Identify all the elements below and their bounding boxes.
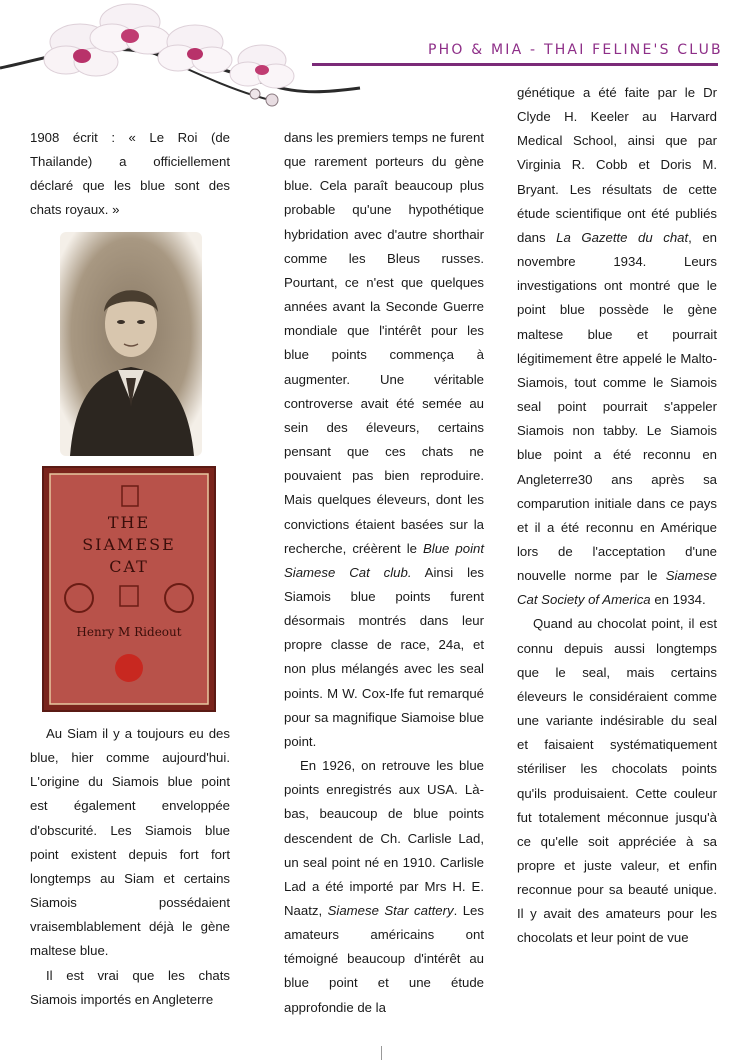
book-cover-art (44, 468, 214, 710)
text-run: , en novembre 1934. Leurs investigations ont montré que le point blue possède le gène maltese blue et pourrait légitimement être appelé le Malto-Siamois, tout comme le Siamois seal point pourrait s'appeler Siamois non tabby. Le Siamois blue point a été reconnu en Angleterre30 ans après sa comparution initiale dans ce pays et il a été reconnu en Amérique lors de l'acceptation d'une nouvelle norme par le (517, 229, 718, 584)
column-1-bottom (30, 722, 230, 1012)
orchid-branch-decoration (0, 0, 370, 115)
column-2 (284, 126, 484, 1020)
paragraph: 1908 écrit : « Le Roi (de Thailande) a officiellement déclaré que les blue sont des chats royaux. » (30, 130, 230, 218)
column-3 (517, 81, 717, 951)
italic-run: Siamese Star cattery (327, 903, 454, 918)
paragraph (284, 754, 484, 1020)
text-run: génétique a été faite par le Dr Clyde H. Keeler au Harvard Medical School, ainsi que par Virginia R. Cobb et Doris M. Bryant. Les résultats de cette étude scientifique ont été publiés dans (517, 85, 717, 245)
header-rule (312, 63, 718, 66)
book-title-line2: SIAMESE (82, 535, 176, 554)
italic-run: Blue point Siamese Cat club. (284, 540, 485, 580)
italic-run: La Gazette du chat (556, 229, 689, 245)
orchid-flower-3 (158, 25, 232, 73)
text-run: . Les amateurs américains ont témoigné beaucoup d'intérêt au blue point et une étude approfondie de la (284, 903, 484, 1015)
page-marker (381, 1046, 382, 1060)
portrait-photo (60, 232, 202, 456)
text-run: en 1934. (654, 592, 706, 608)
paragraph (517, 81, 717, 612)
paragraph: Il est vrai que les chats Siamois importés en Angleterre (30, 967, 230, 1007)
paragraph: Quand au chocolat point, il est connu depuis aussi longtemps que le seal, mais certains éleveurs le considéraient comme une variante indésirable du seal et faisaient systématiquement stériliser les chocolats points qu'ils produisaient. Cette couleur fut totalement méconnue jusqu'à ce qu'elle soit appréciée à sa propre et juste valeur, et enfin reconnue pour sa beauté unique. Il y avait des amateurs pour les chocolats et leur point de vue (517, 616, 717, 946)
orchid-flower-4 (230, 45, 294, 88)
paragraph: Au Siam il y a toujours eu des blue, hier comme aujourd'hui. L'origine du Siamois blue point est également enveloppée d'obscurité. Les Siamois blue point existent depuis fort fort longtemps au Siam et certains Siamois possédaient vraisemblablement déjà le gène maltese blue. (30, 726, 230, 959)
italic-run: Siamese Cat Society of America (517, 568, 717, 608)
text-run: Ainsi les Siamois blue points furent désormais montrés dans leur propre classe de race, 24a, et non plus mélangés avec les seal points. M W. Cox-Ife fut remarqué pour sa magnifique Siamoise blue point. (284, 564, 484, 749)
column-1-top (30, 126, 230, 223)
book-title-line3: CAT (109, 557, 149, 576)
paragraph (284, 126, 484, 754)
book-cover-image (42, 466, 216, 712)
text-run: dans les premiers temps ne furent que rarement porteurs du gène blue. Cela paraît beaucoup plus probable qu'une hypothétique hybridation avec d'autre shorthair comme les Bleus russes. Pourtant, ce n'est que quelques années avant la Seconde Guerre mondiale que l'intérêt pour les blue points commença à augmenter. Une véritable controverse avait été semée au sein des éleveurs, certains pensant que ces chats ne pouvaient pas bien reproduire. Mais quelques éleveurs, dont les convictions étaient basées sur la recherche, créèrent le (284, 130, 484, 556)
orchid-flower-2 (90, 4, 170, 54)
book-title-line1: THE (107, 513, 151, 532)
portrait-image (60, 232, 202, 456)
book-author: Henry M Rideout (76, 625, 182, 639)
text-run: En 1926, on retrouve les blue points enregistrés aux USA. Là-bas, beaucoup de blue points descendent de Ch. Carlisle Lad, un seal point né en 1910. Carlisle Lad a été importé par Mrs H. E. Naatz, (284, 758, 484, 918)
header-title: PHO & MIA - THAI FELINE'S CLUB (428, 42, 723, 58)
